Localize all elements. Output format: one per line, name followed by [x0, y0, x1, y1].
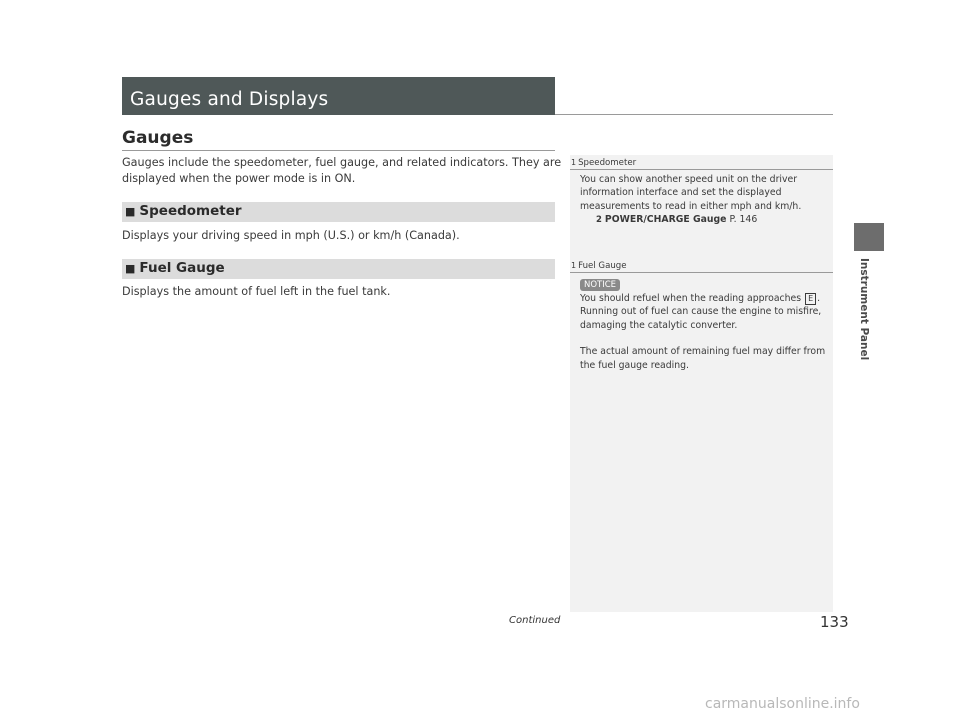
reference-title: POWER/CHARGE Gauge [604, 214, 727, 226]
chapter-side-label [855, 258, 883, 361]
chapter-title-bar [122, 77, 555, 115]
title-rule [555, 114, 833, 115]
speedometer-note-line-1: You can show another speed unit on the driver [580, 174, 798, 185]
fuel-note-line-1-end: . [817, 293, 821, 304]
fuel-gauge-note [570, 259, 833, 372]
page-number: 133 [820, 613, 849, 631]
note-index-icon: 1 [571, 158, 577, 167]
speedometer-note-title: Speedometer [578, 158, 637, 168]
fuel-gauge-note-title: Fuel Gauge [578, 261, 627, 271]
speedometer-note-line-3: measurements to read in either mph and km/h. [580, 200, 802, 212]
chapter-title: Gauges and Displays [130, 89, 329, 110]
reference-arrow-icon: 2 [596, 215, 602, 226]
speedometer-text: Displays your driving speed in mph (U.S.) or km/h (Canada). [122, 229, 460, 242]
notice-badge: NOTICE [580, 279, 620, 291]
watermark: carmanualsonline.info [705, 696, 860, 712]
fuel-note-line-4: The actual amount of remaining fuel may differ from [580, 346, 826, 358]
fuel-gauge-subheading [125, 260, 225, 276]
intro-line-1: Gauges include the speedometer, fuel gauge, and related indicators. They are [122, 156, 562, 169]
fuel-note-line-1 [580, 292, 833, 305]
speedometer-subheading-bar [122, 202, 555, 222]
continued-label: Continued [509, 615, 561, 626]
speedometer-note-body [570, 170, 833, 228]
reference-page: P. 146 [729, 214, 758, 226]
speedometer-note-header [570, 156, 833, 169]
chapter-tab [854, 223, 884, 251]
speedometer-subheading-label: Speedometer [139, 203, 242, 219]
speedometer-note [570, 156, 833, 228]
square-bullet-icon: ■ [125, 205, 136, 218]
note-index-icon: 1 [571, 261, 577, 270]
fuel-note-line-3: damaging the catalytic converter. [580, 319, 738, 331]
empty-symbol-icon: E [805, 293, 816, 305]
fuel-note-line-2: Running out of fuel can cause the engine to misfire, [580, 306, 822, 318]
power-charge-gauge-reference[interactable] [580, 213, 833, 227]
speedometer-note-line-2: information interface and set the displayed [580, 187, 782, 199]
speedometer-subheading [125, 203, 242, 219]
fuel-note-line-1-text: You should refuel when the reading approaches [580, 293, 802, 304]
fuel-gauge-subheading-label: Fuel Gauge [139, 260, 225, 276]
fuel-gauge-note-body [570, 273, 833, 372]
fuel-gauge-text: Displays the amount of fuel left in the fuel tank. [122, 285, 391, 298]
fuel-gauge-note-header [570, 259, 833, 272]
section-rule [122, 150, 555, 151]
paragraph-gap [580, 332, 833, 345]
chapter-side-label-text: Instrument Panel [858, 258, 870, 361]
section-heading: Gauges [122, 128, 194, 148]
intro-line-2: displayed when the power mode is in ON. [122, 172, 356, 185]
fuel-note-line-5: the fuel gauge reading. [580, 359, 689, 371]
square-bullet-icon: ■ [125, 262, 136, 275]
fuel-gauge-subheading-bar [122, 259, 555, 279]
